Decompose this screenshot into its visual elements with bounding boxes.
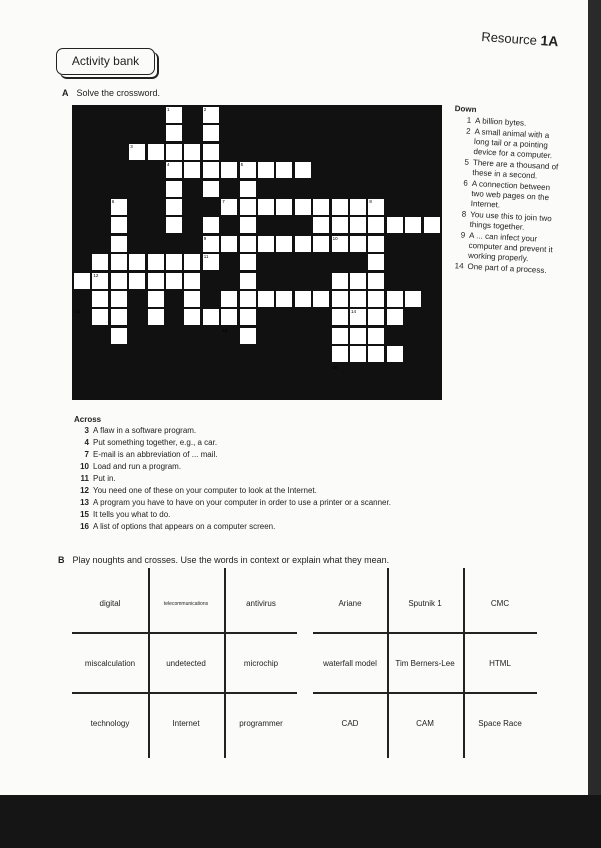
clue-number: 5 [464, 157, 470, 167]
crossword-cell[interactable] [332, 309, 348, 325]
crossword-cell[interactable] [332, 217, 348, 233]
clue-number: 3 [84, 426, 89, 435]
crossword-cell[interactable] [332, 328, 348, 344]
board-square[interactable]: undetected [166, 659, 206, 668]
crossword-cell[interactable] [350, 346, 366, 362]
clue-number: 11 [80, 474, 89, 483]
crossword-cell[interactable] [258, 236, 274, 252]
crossword-clue-number: 13 [75, 309, 81, 315]
crossword-cell[interactable] [424, 217, 440, 233]
scan-shadow-right [588, 0, 601, 848]
crossword-cell[interactable] [258, 199, 274, 215]
clue-number: 13 [80, 498, 89, 507]
crossword-cell[interactable] [166, 273, 182, 289]
clue-text: Load and run a program. [93, 462, 182, 471]
clue-text: You use this to join two things together. [469, 209, 552, 232]
crossword-cell[interactable] [313, 236, 329, 252]
crossword-cell[interactable] [166, 144, 182, 160]
crossword-cell[interactable] [166, 217, 182, 233]
crossword-cell[interactable] [203, 125, 219, 141]
crossword-clue-number: 3 [130, 143, 133, 149]
crossword-cell[interactable] [148, 273, 164, 289]
across-clue [74, 449, 404, 460]
clue-number: 7 [84, 450, 89, 459]
crossword-clue-number: 7 [222, 199, 225, 204]
crossword-cell[interactable] [240, 199, 256, 215]
down-clue [447, 230, 558, 266]
crossword-cell[interactable] [184, 273, 200, 289]
crossword-cell[interactable] [332, 346, 348, 362]
crossword-cell[interactable] [387, 309, 403, 325]
clue-number: 9 [460, 230, 466, 240]
crossword-cell[interactable] [203, 181, 219, 197]
crossword-cell[interactable] [92, 291, 108, 307]
crossword-cell[interactable] [313, 217, 329, 233]
crossword-cell[interactable] [258, 162, 274, 178]
crossword-cell[interactable] [295, 236, 311, 252]
crossword-cell[interactable] [276, 291, 292, 307]
clue-text: One part of a process. [467, 261, 547, 276]
clue-text: A list of options that appears on a computer screen. [93, 522, 276, 531]
clue-number: 15 [80, 510, 89, 519]
crossword-cell[interactable] [276, 236, 292, 252]
clue-text: It tells you what to do. [93, 510, 171, 519]
crossword-clue-number: 1 [167, 107, 170, 112]
crossword-cell[interactable] [240, 273, 256, 289]
crossword-cell[interactable] [221, 291, 237, 307]
crossword-cell[interactable] [332, 273, 348, 289]
board-square[interactable]: Ariane [338, 599, 362, 608]
across-clue [74, 461, 404, 472]
clue-text: There are a thousand of these in a second. [472, 158, 559, 181]
crossword-cell[interactable] [350, 291, 366, 307]
crossword-cell[interactable] [111, 254, 127, 270]
crossword-cell[interactable] [295, 199, 311, 215]
crossword-cell[interactable] [111, 236, 127, 252]
crossword-cell[interactable] [405, 291, 421, 307]
clue-text: A program you have to have on your computer in order to use a printer or a scanner. [93, 498, 391, 507]
crossword-cell[interactable] [92, 309, 108, 325]
crossword-cell[interactable] [295, 291, 311, 307]
crossword-clue-number: 14 [351, 309, 357, 315]
crossword-cell[interactable] [221, 309, 237, 325]
clue-text: A flaw in a software program. [93, 426, 197, 435]
crossword-cell[interactable] [166, 254, 182, 270]
clue-text: You need one of these on your computer to look at the Internet. [93, 486, 317, 495]
crossword-cell[interactable] [368, 309, 384, 325]
clue-text: A connection between two web pages on the Internet. [470, 178, 551, 210]
crossword-grid [72, 105, 442, 400]
crossword-cell[interactable] [387, 346, 403, 362]
crossword-cell[interactable] [203, 309, 219, 325]
crossword-cell[interactable] [184, 309, 200, 325]
down-clue [452, 126, 563, 162]
clue-number: 1 [466, 115, 472, 125]
scan-shadow-bottom [0, 795, 601, 848]
clue-text: A small animal with a long tail or a pointing device for a computer. [473, 127, 553, 161]
board-square[interactable]: microchip [243, 659, 279, 668]
crossword-cell[interactable] [92, 254, 108, 270]
board-square[interactable]: antivirus [246, 599, 276, 608]
across-heading: Across [74, 415, 102, 424]
crossword-cell[interactable] [240, 217, 256, 233]
crossword-cell[interactable] [350, 328, 366, 344]
crossword-cell[interactable] [166, 181, 182, 197]
crossword-cell[interactable] [368, 328, 384, 344]
crossword-clue-number: 2 [203, 107, 207, 112]
crossword-clue-number: 12 [93, 272, 99, 278]
crossword-clue-number: 8 [369, 199, 372, 204]
crossword-cell[interactable] [332, 199, 348, 215]
crossword-cell[interactable] [111, 273, 127, 289]
clue-number: 14 [454, 261, 464, 271]
crossword-cell[interactable] [368, 217, 384, 233]
board-square[interactable]: digital [99, 599, 121, 608]
section-b-instruction: B Play noughts and crosses. Use the words in context or explain what they mean. [58, 555, 390, 565]
across-clue [74, 425, 404, 436]
crossword-cell[interactable] [166, 125, 182, 141]
board-square[interactable]: Sputnik 1 [408, 599, 442, 608]
board-square[interactable]: miscalculation [84, 659, 136, 668]
crossword-cell[interactable] [258, 291, 274, 307]
crossword-cell[interactable] [184, 144, 200, 160]
across-clue [74, 485, 404, 496]
section-b-letter: B [58, 555, 65, 565]
crossword-cell[interactable] [387, 291, 403, 307]
crossword-cell[interactable] [111, 328, 127, 344]
crossword-cell[interactable] [313, 199, 329, 215]
crossword-cell[interactable] [129, 254, 145, 270]
crossword-cell[interactable] [240, 309, 256, 325]
board-square[interactable]: technology [90, 719, 130, 728]
crossword-clue-number: 11 [203, 254, 209, 260]
resource-code: 1A [540, 32, 559, 50]
crossword-clue-number: 16 [332, 364, 338, 370]
clue-text: A ... can infect your computer and prevent it working properly. [467, 230, 553, 264]
crossword-cell[interactable] [368, 291, 384, 307]
activity-bank-title: Activity bank [56, 48, 155, 75]
crossword-cell[interactable] [148, 309, 164, 325]
crossword-cell[interactable] [240, 254, 256, 270]
crossword-cell[interactable] [313, 291, 329, 307]
crossword-clue-number: 5 [240, 162, 244, 168]
crossword-cell[interactable] [240, 181, 256, 197]
crossword-cell[interactable] [276, 162, 292, 178]
resource-label: Resource 1A [480, 28, 559, 50]
crossword-cell[interactable] [276, 199, 292, 215]
clue-number: 6 [463, 178, 469, 188]
across-clues [74, 414, 404, 533]
crossword-cell[interactable] [295, 162, 311, 178]
crossword-cell[interactable] [368, 254, 384, 270]
crossword-cell[interactable] [221, 162, 237, 178]
clue-text: Put in. [93, 474, 116, 483]
crossword-cell[interactable] [240, 328, 256, 344]
crossword-cell[interactable] [350, 217, 366, 233]
crossword-cell[interactable] [184, 162, 200, 178]
crossword-cell[interactable] [368, 236, 384, 252]
clue-text: E-mail is an abbreviation of ... mail. [93, 450, 218, 459]
across-clue [74, 497, 404, 508]
crossword-cell[interactable] [184, 254, 200, 270]
clue-number: 8 [461, 209, 467, 219]
clue-text: Put something together, e.g., a car. [93, 438, 218, 447]
crossword-cell[interactable] [221, 236, 237, 252]
board-square[interactable]: CMC [490, 599, 510, 608]
crossword-cell[interactable] [111, 217, 127, 233]
crossword-cell[interactable] [368, 346, 384, 362]
clue-number: 16 [80, 522, 89, 531]
board-square[interactable]: Internet [172, 719, 200, 728]
crossword-cell[interactable] [350, 236, 366, 252]
crossword-cell[interactable] [332, 291, 348, 307]
down-clue [450, 178, 561, 214]
crossword-cell[interactable] [203, 217, 219, 233]
board-square[interactable]: Space Race [478, 719, 522, 728]
across-clue [74, 437, 404, 448]
crossword-cell[interactable] [111, 291, 127, 307]
board-square[interactable]: Tim Berners-Lee [395, 659, 455, 668]
board-square[interactable]: waterfall model [323, 659, 377, 668]
crossword-clue-number: 10 [332, 235, 338, 241]
clue-number: 12 [80, 486, 89, 495]
crossword-cell[interactable] [111, 309, 127, 325]
clue-number: 4 [84, 438, 89, 447]
clue-text: A billion bytes. [474, 116, 527, 128]
crossword-cell[interactable] [240, 291, 256, 307]
crossword-cell[interactable] [387, 217, 403, 233]
crossword-cell[interactable] [350, 273, 366, 289]
board-square[interactable]: CAM [416, 719, 434, 728]
crossword-cell[interactable] [148, 144, 164, 160]
crossword-clue-number: 15 [222, 327, 228, 333]
crossword-cell[interactable] [350, 199, 366, 215]
crossword-clue-number: 6 [111, 199, 115, 204]
section-a-instruction: A Solve the crossword. [62, 88, 161, 98]
board-square[interactable]: HTML [489, 659, 511, 668]
crossword-cell[interactable] [240, 236, 256, 252]
board-square[interactable]: telecommunications [163, 601, 209, 607]
crossword-cell[interactable] [74, 273, 90, 289]
across-clue [74, 521, 404, 532]
crossword-cell[interactable] [129, 273, 145, 289]
clue-number: 10 [80, 462, 89, 471]
crossword-clue-number: 9 [203, 235, 207, 241]
crossword-cell[interactable] [368, 273, 384, 289]
crossword-clue-number: 4 [167, 162, 170, 168]
crossword-cell[interactable] [148, 291, 164, 307]
board-square[interactable]: CAD [341, 719, 359, 728]
crossword-cell[interactable] [203, 162, 219, 178]
crossword-cell[interactable] [166, 199, 182, 215]
section-a-letter: A [62, 88, 69, 98]
across-clue [74, 509, 404, 520]
across-clue [74, 473, 404, 484]
crossword-cell[interactable] [203, 144, 219, 160]
down-clues [446, 104, 565, 278]
crossword-cell[interactable] [148, 254, 164, 270]
crossword-cell[interactable] [184, 291, 200, 307]
crossword-cell[interactable] [405, 217, 421, 233]
down-heading: Down [454, 104, 477, 115]
board-square[interactable]: programmer [239, 719, 283, 728]
clue-number: 2 [465, 126, 471, 136]
